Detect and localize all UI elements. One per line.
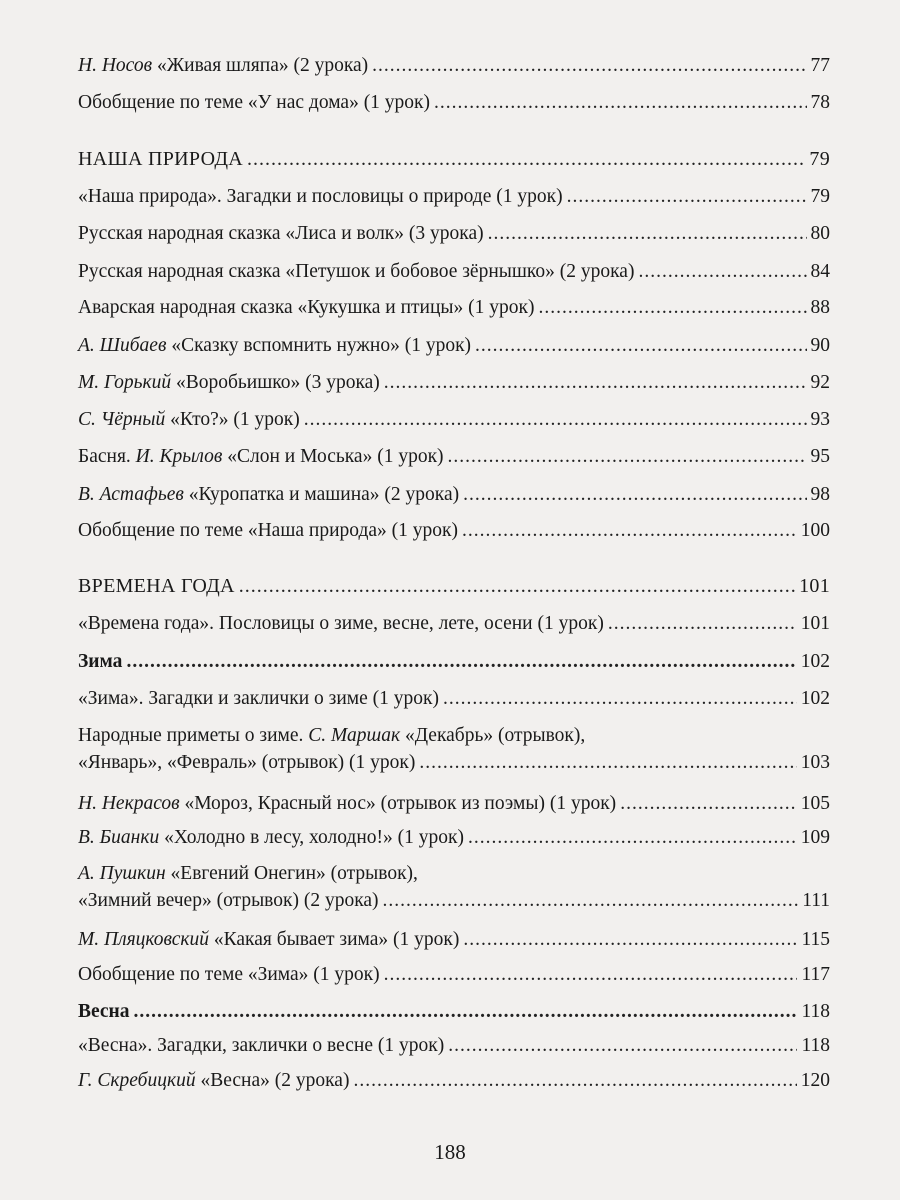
toc-leader bbox=[488, 220, 807, 247]
toc-title: «Кто?» (1 урок) bbox=[170, 409, 300, 430]
toc-prefix: Басня. bbox=[78, 446, 131, 467]
toc-page: 101 bbox=[799, 575, 830, 597]
toc-leader bbox=[304, 406, 807, 433]
toc-section-title: ВРЕМЕНА ГОДА bbox=[78, 575, 235, 597]
toc-page: 78 bbox=[810, 92, 830, 113]
page-number: 188 bbox=[434, 1140, 466, 1164]
toc-title: «Зима». Загадки и заклички о зиме (1 урок) bbox=[78, 688, 439, 709]
toc-entry bbox=[78, 481, 830, 508]
toc-page: 77 bbox=[810, 55, 830, 76]
toc-subsection bbox=[78, 648, 830, 675]
toc-entry bbox=[78, 220, 830, 247]
toc-subsection bbox=[78, 998, 830, 1025]
toc-author: Н. Носов bbox=[78, 55, 153, 76]
toc-entry bbox=[78, 1067, 830, 1094]
toc-page: 102 bbox=[800, 688, 830, 709]
toc-title-continuation: «Январь», «Февраль» (отрывок) (1 урок) bbox=[78, 752, 416, 773]
toc-entry bbox=[78, 961, 830, 988]
toc-page: 105 bbox=[800, 793, 830, 814]
toc-section-title: НАША ПРИРОДА bbox=[78, 148, 244, 170]
toc-page: 84 bbox=[810, 261, 830, 282]
toc-leader bbox=[384, 961, 798, 988]
toc-title-continuation: «Зимний вечер» (отрывок) (2 урока) bbox=[78, 890, 379, 911]
toc-leader bbox=[239, 573, 795, 600]
toc-page: 118 bbox=[801, 1035, 830, 1056]
toc-author: В. Астафьев bbox=[78, 484, 184, 505]
toc-title: «Сказку вспомнить нужно» (1 урок) bbox=[171, 335, 472, 356]
toc-author: М. Горький bbox=[78, 372, 172, 393]
toc-entry bbox=[78, 722, 830, 776]
toc-leader bbox=[538, 294, 806, 321]
toc-title: «Декабрь» (отрывок), bbox=[405, 725, 586, 746]
toc-author: И. Крылов bbox=[135, 446, 223, 467]
toc-leader bbox=[463, 481, 806, 508]
toc-entry bbox=[78, 610, 830, 637]
toc-leader bbox=[126, 648, 796, 675]
toc-title: Обобщение по теме «Наша природа» (1 урок) bbox=[78, 520, 458, 541]
toc-page: 109 bbox=[800, 827, 830, 848]
toc-title: Обобщение по теме «У нас дома» (1 урок) bbox=[78, 92, 431, 113]
toc-leader bbox=[638, 258, 806, 285]
toc-leader bbox=[468, 824, 797, 851]
toc-entry bbox=[78, 294, 830, 321]
toc-title: Русская народная сказка «Лиса и волк» (3 урока) bbox=[78, 223, 484, 244]
toc-leader bbox=[419, 749, 796, 776]
toc-entry bbox=[78, 89, 830, 116]
toc-author: А. Пушкин bbox=[78, 863, 166, 884]
toc-leader bbox=[383, 887, 799, 914]
toc-title: «Живая шляпа» (2 урока) bbox=[156, 55, 369, 76]
toc-author: С. Чёрный bbox=[78, 409, 166, 430]
toc-leader bbox=[463, 926, 797, 953]
toc-page: 101 bbox=[800, 613, 830, 634]
toc-subsection-title: Весна bbox=[78, 1001, 130, 1022]
toc-page: 100 bbox=[800, 520, 830, 541]
toc-page: 92 bbox=[810, 372, 830, 393]
toc-page: 80 bbox=[810, 223, 830, 244]
toc-title: «Весна» (2 урока) bbox=[200, 1070, 350, 1091]
toc-leader bbox=[247, 146, 805, 173]
toc-page: 102 bbox=[800, 651, 830, 672]
toc-leader bbox=[448, 1032, 797, 1059]
toc-leader bbox=[372, 52, 806, 79]
toc-leader bbox=[620, 790, 797, 817]
toc-entry bbox=[78, 369, 830, 396]
toc-title: «Холодно в лесу, холодно!» (1 урок) bbox=[164, 827, 464, 848]
toc-entry bbox=[78, 685, 830, 712]
toc-subsection-title: Зима bbox=[78, 651, 123, 672]
toc-title: Аварская народная сказка «Кукушка и птицы» (1 урок) bbox=[78, 297, 535, 318]
toc-entry bbox=[78, 926, 830, 953]
toc-page: 98 bbox=[810, 484, 830, 505]
toc-leader bbox=[434, 89, 806, 116]
toc-page: 103 bbox=[800, 752, 830, 773]
toc-page: 120 bbox=[800, 1070, 830, 1091]
toc-page: 93 bbox=[810, 409, 830, 430]
toc-leader bbox=[353, 1067, 796, 1094]
toc-author: Н. Некрасов bbox=[78, 793, 180, 814]
toc-leader bbox=[567, 183, 807, 210]
toc-title: Народные приметы о зиме. bbox=[78, 725, 304, 746]
toc-title: «Какая бывает зима» (1 урок) bbox=[213, 929, 460, 950]
toc-page: 117 bbox=[801, 964, 830, 985]
toc-page: 118 bbox=[801, 1001, 830, 1022]
toc-leader bbox=[443, 685, 797, 712]
toc-entry bbox=[78, 406, 830, 433]
toc-entry bbox=[78, 860, 830, 914]
toc-page: 88 bbox=[810, 297, 830, 318]
toc-section bbox=[78, 573, 830, 600]
toc-entry bbox=[78, 1032, 830, 1059]
toc-leader bbox=[134, 998, 798, 1025]
toc-leader bbox=[475, 332, 806, 359]
toc-entry bbox=[78, 183, 830, 210]
toc-title: Обобщение по теме «Зима» (1 урок) bbox=[78, 964, 380, 985]
toc-leader bbox=[448, 443, 807, 470]
toc-title: «Воробьишко» (3 урока) bbox=[175, 372, 380, 393]
toc-entry bbox=[78, 790, 830, 817]
toc-author: Г. Скребицкий bbox=[78, 1070, 196, 1091]
toc-page: 90 bbox=[810, 335, 830, 356]
toc-title: «Куропатка и машина» (2 урока) bbox=[188, 484, 460, 505]
toc-author: С. Маршак bbox=[308, 725, 401, 746]
toc-title: «Весна». Загадки, заклички о весне (1 урок) bbox=[78, 1035, 445, 1056]
toc-page: 111 bbox=[802, 890, 830, 911]
toc-page: 79 bbox=[810, 186, 830, 207]
toc-title: Русская народная сказка «Петушок и бобовое зёрнышко» (2 урока) bbox=[78, 261, 635, 282]
toc-leader bbox=[608, 610, 797, 637]
toc-title: «Мороз, Красный нос» (отрывок из поэмы) (1 урок) bbox=[184, 793, 617, 814]
toc-entry bbox=[78, 52, 830, 79]
toc-entry bbox=[78, 332, 830, 359]
toc-page: 95 bbox=[810, 446, 830, 467]
toc-entry bbox=[78, 443, 830, 470]
toc-author: А. Шибаев bbox=[78, 335, 167, 356]
toc-title: «Наша природа». Загадки и пословицы о природе (1 урок) bbox=[78, 186, 563, 207]
toc-author: М. Пляцковский bbox=[78, 929, 210, 950]
toc-leader bbox=[462, 517, 797, 544]
toc-title: «Слон и Моська» (1 урок) bbox=[227, 446, 444, 467]
toc-author: В. Бианки bbox=[78, 827, 160, 848]
toc-entry bbox=[78, 517, 830, 544]
toc-page: 79 bbox=[809, 148, 830, 170]
toc-entry bbox=[78, 258, 830, 285]
toc-title: «Времена года». Пословицы о зиме, весне, лете, осени (1 урок) bbox=[78, 613, 604, 634]
toc-section bbox=[78, 146, 830, 173]
toc-leader bbox=[384, 369, 807, 396]
toc-page: 115 bbox=[801, 929, 830, 950]
toc-entry bbox=[78, 824, 830, 851]
toc-title: «Евгений Онегин» (отрывок), bbox=[170, 863, 418, 884]
